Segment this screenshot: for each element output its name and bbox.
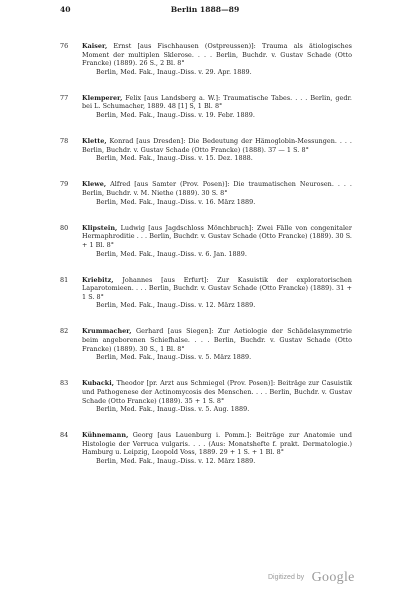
entry-body [82,379,352,413]
entry [60,379,352,413]
entry-publication: Berlin, Med. Fak., Inaug.-Diss. v. 5. Aug. 1889. [96,405,250,414]
entry-number: 77 [60,93,69,102]
entry-text: Felix [aus Landsberg a. W.]: Traumatische Tabes. . . . Berlin, gedr. bei L. Schumacher, 1889. 48 [1] S, 1 Bl. 8° [82,93,352,111]
entry-publication: Berlin, Med. Fak., Inaug.-Diss. v. 19. Febr. 1889. [96,111,255,120]
entry [60,42,352,76]
entry [60,137,352,163]
entry-author: Klewe, [82,180,107,189]
running-head [60,5,350,17]
entry-number: 76 [60,42,69,50]
entry-publication: Berlin, Med. Fak., Inaug.-Diss. v. 12. März 1889. [96,301,256,310]
page-number: 40 [60,5,71,14]
entry [60,327,352,361]
entry-text: Konrad [aus Dresden]: Die Bedeutung der Hämoglobin-Messungen. . . . Berlin, Buchdr. v. Gustav Schade (Otto Francke) (1888). 37 — 1 S. 8° [82,137,352,154]
entry-text: Gerhard [aus Siegen]: Zur Aetiologie der Schädelasymmetrie beim angeborenen Schiefhalse. . . . Berlin, Buchdr. v. Gustav Schade (Otto Francke) (1889). 30 S., 1 Bl. 8° [82,327,352,353]
digitized-watermark [268,569,355,585]
entry-body [82,137,352,163]
entry-text: Johannes [aus Erfurt]: Zur Kasuistik der exploratorischen Laparotomieen. . . . Berlin, Buchdr. v. Gustav Schade (Otto Francke) (1889). 31 + 1 S. 8° [82,275,352,301]
entry-publication: Berlin, Med. Fak., Inaug.-Diss. v. 12. März 1889. [96,457,256,465]
entry-author: Krummacher, [82,327,132,336]
entry-number: 83 [60,379,69,388]
entry-text: Alfred [aus Samter (Prov. Posen)]: Die traumatischen Neurosen. . . . Berlin, Buchdr. v. M. Niethe (1889). 30 S. 8° [82,180,352,198]
entry [60,180,352,206]
entry [60,224,352,258]
entry-author: Klette, [82,137,107,146]
entry-number: 80 [60,223,69,232]
entry-author: Kubacki, [82,379,115,388]
entry-text: Ernst [aus Fischhausen (Ostpreussen)]: Trauma als ätiologisches Moment der multiplen Sklerose. . . . Berlin, Buchdr. v. Gustav Schade (Otto Francke) (1889). 26 S., 2 Bl. 8° [82,42,352,68]
entry-body [82,327,352,361]
entry-body [82,180,352,206]
entry-number: 81 [60,275,69,284]
entry [60,94,352,120]
entry-publication: Berlin, Med. Fak., Inaug.-Diss. v. 16. März 1889. [96,197,256,206]
entry-body [82,42,352,76]
header-title: Berlin 1888—89 [170,5,240,14]
entry-author: Klipstein, [82,223,118,232]
entry-body [82,94,352,120]
entry-author: Kaiser, [82,42,108,50]
entry-body [82,224,352,258]
google-logo: Google [311,569,355,585]
entry-publication: Berlin, Med. Fak., Inaug.-Diss. v. 29. Apr. 1889. [96,67,252,76]
entry-number: 79 [60,180,69,189]
entry [60,276,352,310]
entry-author: Kriebitz, [82,275,114,284]
entry-publication: Berlin, Med. Fak., Inaug.-Diss. v. 15. Dez. 1888. [96,154,253,163]
entry-publication: Berlin, Med. Fak., Inaug.-Diss. v. 6. Jan. 1889. [96,249,247,258]
entries-list [60,42,352,483]
entry-body [82,276,352,310]
entry [60,431,352,465]
entry-publication: Berlin, Med. Fak., Inaug.-Diss. v. 5. März 1889. [96,353,252,362]
entry-text: Ludwig [aus Jagdschloss Mönchbruch]: Zwei Fälle von congenitaler Hermaphroditie . . . Berlin, Buchdr. v. Gustav Schade (Otto Francke) (1889). 30 S. + 1 Bl. 8° [82,223,352,249]
watermark-prefix: Digitized by [268,574,305,582]
entry-author: Kühnemann, [82,431,129,440]
entry-text: Theodor [pr. Arzt aus Schmiegel (Prov. Posen)]: Beiträge zur Casuistik und Pathogenese der Actinomycosis des Menschen. . . . Berlin, Buchdr. v. Gustav Schade (Otto Francke) (1889). 35 + 1 S. 8° [82,379,352,405]
entry-number: 78 [60,137,69,146]
entry-number: 84 [60,431,69,440]
entry-body [82,431,352,465]
entry-text: Georg [aus Lauenburg i. Pomm.]: Beiträge zur Anatomie und Histologie der Verruca vulgaris. . . . (Aus: Monatshefte f. prakt. Dermatologie.) Hamburg u. Leipzig, Leopold Voss, 1889. 29 + 1 S. + 1 Bl. 8° [82,431,352,457]
entry-author: Klemperer, [82,93,123,102]
entry-number: 82 [60,327,69,336]
